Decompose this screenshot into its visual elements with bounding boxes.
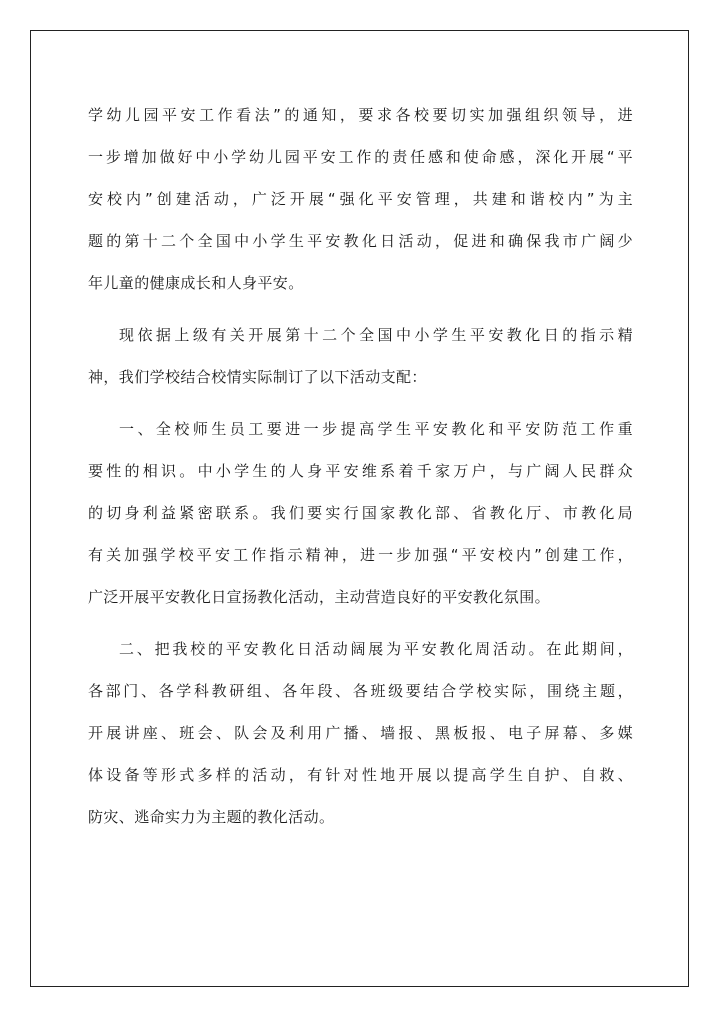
text-line: 安校内”创建活动，广泛开展“强化平安管理，共建和谐校内”为主 [88,190,633,208]
text-line: 要性的相识。中小学生的人身平安维系着千家万户，与广阔人民群众 [88,462,633,480]
text-line: 防灾、逃命实力为主题的教化活动。 [88,808,335,826]
text-line: 一、全校师生员工要进一步提高学生平安教化和平安防范工作重 [119,420,633,438]
text-line: 广泛开展平安教化日宣扬教化活动，主动营造良好的平安教化氛围。 [88,588,551,606]
text-line: 二、把我校的平安教化日活动阔展为平安教化周活动。在此期间， [119,640,633,658]
text-line: 学幼儿园平安工作看法”的通知，要求各校要切实加强组织领导，进 [88,106,633,124]
text-line: 有关加强学校平安工作指示精神，进一步加强“平安校内”创建工作， [88,546,633,564]
text-line: 各部门、各学科教研组、各年段、各班级要结合学校实际，围绕主题， [88,682,633,700]
text-line: 体设备等形式多样的活动，有针对性地开展以提高学生自护、自救、 [88,766,633,784]
paragraph [88,408,633,618]
text-line: 的切身利益紧密联系。我们要实行国家教化部、省教化厅、市教化局 [88,504,633,522]
text-line: 神，我们学校结合校情实际制订了以下活动支配： [88,368,427,386]
text-line: 开展讲座、班会、队会及利用广播、墙报、黑板报、电子屏幕、多媒 [88,724,633,742]
paragraph [88,94,633,304]
document-body [88,94,633,838]
text-line: 年儿童的健康成长和人身平安。 [88,274,304,292]
text-line: 题的第十二个全国中小学生平安教化日活动，促进和确保我市广阔少 [88,232,633,250]
paragraph [88,314,633,398]
paragraph [88,628,633,838]
text-line: 现依据上级有关开展第十二个全国中小学生平安教化日的指示精 [119,326,633,344]
text-line: 一步增加做好中小学幼儿园平安工作的责任感和使命感，深化开展“平 [88,148,633,166]
